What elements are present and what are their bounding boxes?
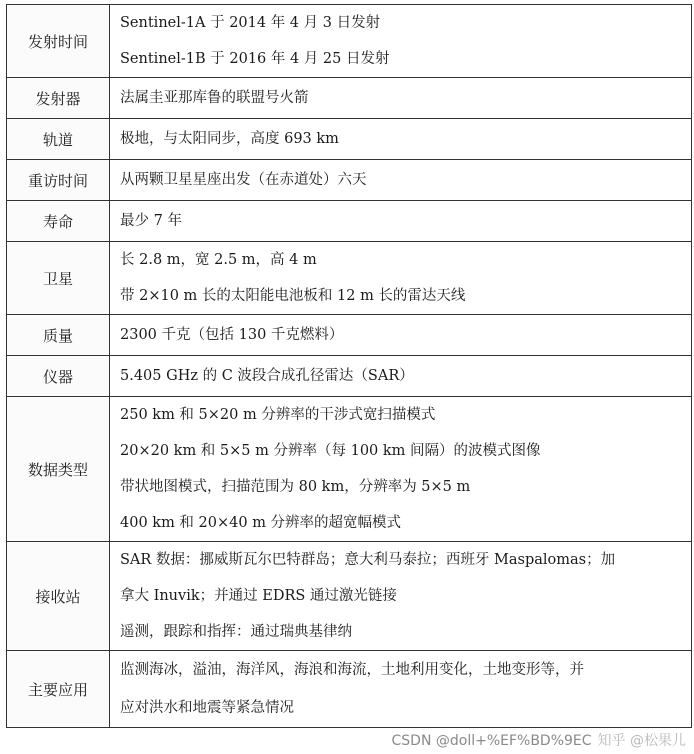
watermark-csdn: CSDN @doll+%EF%BD%9EC [391, 733, 592, 749]
table-row [7, 397, 692, 542]
row-value [110, 5, 692, 78]
value-line: 带状地图模式，扫描范围为 80 km，分辨率为 5×5 m [120, 479, 471, 495]
row-value [110, 201, 692, 242]
row-value [110, 315, 692, 356]
table-row [7, 356, 692, 397]
value-line: 法属圭亚那库鲁的联盟号火箭 [120, 90, 309, 106]
row-label: 数据类型 [7, 397, 110, 542]
value-line: 长 2.8 m，宽 2.5 m，高 4 m [120, 252, 317, 268]
table-row [7, 160, 692, 201]
value-line: SAR 数据：挪威斯瓦尔巴特群岛；意大利马泰拉；西班牙 Maspalomas；加 [120, 552, 616, 568]
row-value [110, 119, 692, 160]
spec-table [6, 4, 692, 728]
table-row [7, 78, 692, 119]
table-row [7, 315, 692, 356]
value-line: 拿大 Inuvik；并通过 EDRS 通过激光链接 [120, 588, 397, 604]
value-line: 250 km 和 5×20 m 分辨率的干涉式宽扫描模式 [120, 407, 436, 423]
row-label: 质量 [7, 315, 110, 356]
value-line: 带 2×10 m 长的太阳能电池板和 12 m 长的雷达天线 [120, 288, 466, 304]
value-line: 遥测，跟踪和指挥：通过瑞典基律纳 [120, 624, 352, 640]
table-row [7, 651, 692, 728]
row-value [110, 160, 692, 201]
value-line: 从两颗卫星星座出发（在赤道处）六天 [120, 172, 367, 188]
row-value [110, 78, 692, 119]
table-row [7, 542, 692, 651]
row-label: 卫星 [7, 242, 110, 315]
row-value [110, 356, 692, 397]
value-line: 极地，与太阳同步，高度 693 km [120, 131, 339, 147]
value-line: 2300 千克（包括 130 千克燃料） [120, 327, 344, 343]
table-body [7, 5, 692, 728]
row-label: 仪器 [7, 356, 110, 397]
value-line: 最少 7 年 [120, 213, 182, 229]
value-line: Sentinel-1B 于 2016 年 4 月 25 日发射 [120, 51, 390, 67]
row-label: 重访时间 [7, 160, 110, 201]
table-row [7, 119, 692, 160]
table-row [7, 201, 692, 242]
watermark-zhihu: 知乎 @松果儿 [597, 733, 686, 749]
value-line: 400 km 和 20×40 m 分辨率的超宽幅模式 [120, 515, 402, 531]
row-label: 接收站 [7, 542, 110, 651]
row-value [110, 542, 692, 651]
table-row [7, 242, 692, 315]
value-line: Sentinel-1A 于 2014 年 4 月 3 日发射 [120, 15, 381, 31]
row-label: 发射时间 [7, 5, 110, 78]
value-line: 监测海冰，溢油，海洋风，海浪和海流，土地利用变化，土地变形等，并 [120, 662, 584, 678]
row-label: 发射器 [7, 78, 110, 119]
row-label: 主要应用 [7, 651, 110, 728]
value-line: 应对洪水和地震等紧急情况 [120, 700, 294, 716]
value-line: 5.405 GHz 的 C 波段合成孔径雷达（SAR） [120, 368, 414, 384]
row-value [110, 397, 692, 542]
watermark [392, 730, 687, 750]
row-value [110, 242, 692, 315]
table-row [7, 5, 692, 78]
value-line: 20×20 km 和 5×5 m 分辨率（每 100 km 间隔）的波模式图像 [120, 443, 541, 459]
row-value [110, 651, 692, 728]
row-label: 寿命 [7, 201, 110, 242]
row-label: 轨道 [7, 119, 110, 160]
